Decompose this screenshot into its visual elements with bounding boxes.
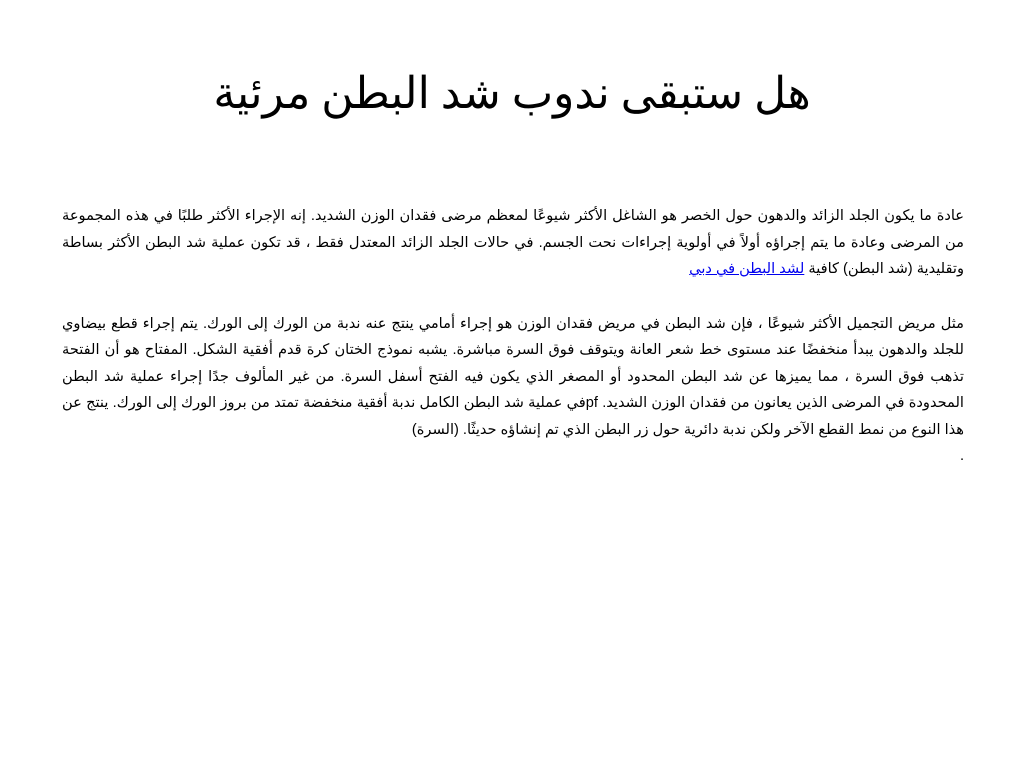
paragraph-2: مثل مريض التجميل الأكثر شيوعًا ، فإن شد البطن في مريض فقدان الوزن هو إجراء أمامي ينتج عنه ندبة من الورك إلى الورك. يتم إجراء قطع بيضاوي للجلد والدهون يبدأ منخفضًا عند مستوى خط شعر العانة ويتوقف فوق السرة مباشرة. يشبه نموذج الختان كرة قدم أفقية الشكل. المفتاح هو أن الفتحة تذهب فوق السرة ، مما يميزها عن شد البطن المحدود أو المصغر الذي يكون فيه الفتح أسفل السرة. من غير المألوف جدًا إجراء عملية شد البطن المحدودة في المرضى الذين يعانون من فقدان الوزن الشديد. pfفي عملية شد البطن الكامل ندبة أفقية منخفضة تمتد من بروز الورك إلى الورك. ينتج عن هذا النوع من نمط القطع الآخر ولكن ندبة دائرية حول زر البطن الذي تم إنشاؤه حديثًا. (السرة) . — [62, 315, 964, 464]
paragraph-1 — [62, 203, 964, 283]
slide-title: هل ستبقى ندوب شد البطن مرئية — [213, 69, 811, 118]
slide-body — [62, 203, 964, 470]
paragraph-1-text: عادة ما يكون الجلد الزائد والدهون حول الخصر هو الشاغل الأكثر شيوعًا لمعظم مرضى فقدان الوزن الشديد. إنه الإجراء الأكثر طلبًا في هذه المجموعة من المرضى وعادة ما يتم إجراؤه أولاً في أولوية إجراءات نحت الجسم. في حالات الجلد الزائد المعتدل فقط ، قد تكون عملية شد البطن الأكثر بساطة وتقليدية (شد البطن) كافية — [62, 208, 964, 277]
tummy-tuck-dubai-link[interactable]: لشد البطن في دبي — [689, 261, 805, 277]
